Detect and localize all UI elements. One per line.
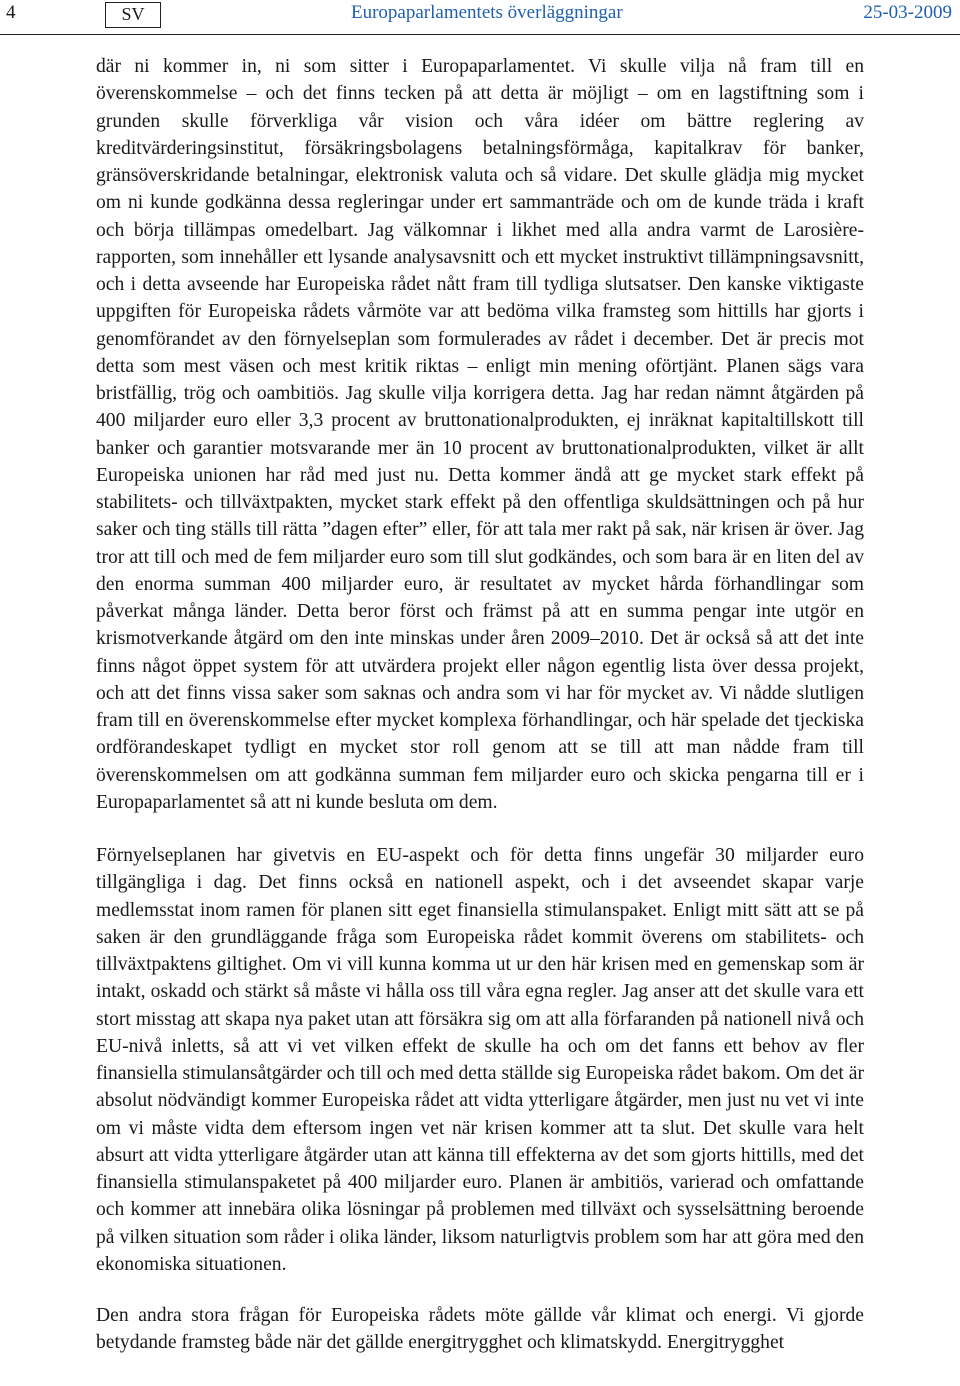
paragraph: Förnyelseplanen har givetvis en EU-aspekt och för detta finns ungefär 30 miljarder euro tillgängliga i dag. Det finns också en nationell aspekt, och i det avseendet skapar varje medlemsstat inom ramen för planen sitt eget finansiella stimulanspaket. Enligt mitt sätt att se på saken är den grundläggande fråga som Europeiska rådet kommit överens om stabilitets- och tillväxtpaktens giltighet. Om vi vill kunna komma ut ur den här krisen med en gemenskap som är intakt, oskadd och stärkt så måste vi hålla oss till våra egna regler. Jag anser att det skulle vara ett stort misstag att skapa nya paket utan att försäkra sig om att alla förfaranden på nationell nivå och EU-nivå inletts, så att vi vet vilken effekt de skulle ha och om det fanns ett behov av fler finansiella stimulansåtgärder och till och med detta ställde sig Europeiska rådet bakom. Om det är absolut nödvändigt kommer Europeiska rådet att vidta ytterligare åtgärder, men just nu vet vi inte om vi måste vidta dem eftersom ingen vet när krisen kommer att ta slut. Det skulle vara helt absurt att vidta ytterligare åtgärder utan att känna till effekterna av det som gjorts hittills, med det finansiella stimulanspaketet på 400 miljarder euro. Planen är ambitiös, varierad och omfattande och kommer att innebära olika lösningar på problemen med tillväxt och sysselsättning beroende på vilken situation som råder i olika länder, liksom naturligtvis problem som har att göra med den ekonomiska situationen.: [96, 845, 864, 1275]
page-number: 4: [6, 2, 16, 23]
page-header: [0, 0, 960, 35]
paragraph: där ni kommer in, ni som sitter i Europaparlamentet. Vi skulle vilja nå fram till en överenskommelse – och det finns tecken på att detta är möjligt – om en lagstiftning som i grunden skulle förverkliga vår vision och våra idéer om bättre reglering av kreditvärderingsinstitut, försäkringsbolagens betalningsförmåga, kapitalkrav för banker, gränsöverskridande betalningar, elektronisk valuta och så vidare. Det skulle glädja mig mycket om ni kunde godkänna dessa regleringar under ert sammanträde och om de kunde träda i kraft och börja tillämpas omedelbart. Jag välkomnar i likhet med alla andra varmt de Larosière-rapporten, som innehåller ett lysande analysavsnitt och ett mycket instruktivt tillämpningsavsnitt, och i detta avseende har Europeiska rådet nått fram till tydliga slutsatser. Den kanske viktigaste uppgiften för Europeiska rådets vårmöte var att bedöma vilka framsteg som hittills har gjorts i genomförandet av den förnyelseplan som formulerades av rådet i december. Det är precis mot detta som mest väsen och mest kritik riktas – enligt min mening oförtjänt. Planen sägs vara bristfällig, trög och oambitiös. Jag skulle vilja korrigera detta. Jag har redan nämnt åtgärden på 400 miljarder euro eller 3,3 procent av bruttonationalprodukten, ej inräknat kapitaltillskott till banker och garantier motsvarande mer än 10 procent av bruttonationalprodukten, vilket är allt Europeiska unionen har råd med just nu. Detta kommer ändå att ge mycket stark effekt på stabilitets- och tillväxtpakten, mycket stark effekt på den offentliga skuldsättningen och på hur saker och ting ställs till rätta ”dagen efter” eller, för att tala mer rakt på sak, när krisen är över. Jag tror att till och med de fem miljarder euro som till slut godkändes, och som bara är en liten del av den enorma summan 400 miljarder euro, är resultatet av mycket hårda förhandlingar som påverkat många länder. Detta beror först och främst på att en summa pengar inte utgör en krismotverkande åtgärd om den inte minskas under åren 2009–2010. Det är också så att det inte finns något öppet system för att utvärdera projekt eller någon egentlig lista över dessa projekt, och att det finns vissa saker som saknas och andra som vi har för mycket av. Vi nådde slutligen fram till en överenskommelse efter mycket komplexa förhandlingar, och här spelade det tjeckiska ordförandeskapet tydligt en mycket stor roll genom att se till att man nådde fram till överenskommelsen om att godkänna summan fem miljarder euro och skicka pengarna till er i Europaparlamentet så att ni kunde besluta om dem.: [96, 56, 864, 813]
document-title: Europaparlamentets överläggningar: [351, 2, 623, 23]
language-code-box: SV: [105, 2, 161, 28]
document-date: 25-03-2009: [863, 2, 952, 23]
body-text: [96, 53, 864, 1357]
paragraph: Den andra stora frågan för Europeiska rådets möte gällde vår klimat och energi. Vi gjorde betydande framsteg både när det gällde energitrygghet och klimatskydd. Energitrygghet: [96, 1305, 864, 1354]
